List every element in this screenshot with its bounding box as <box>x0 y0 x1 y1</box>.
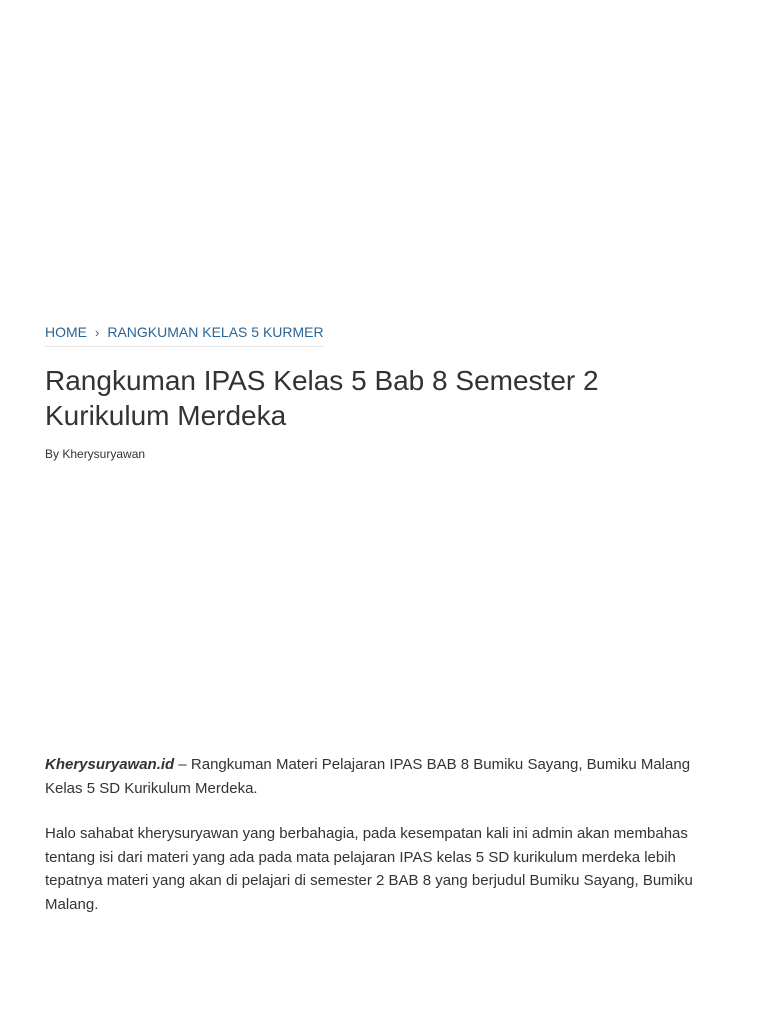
breadcrumb-separator-icon: › <box>95 324 100 340</box>
mid-ad-space <box>45 461 705 753</box>
article-intro-paragraph <box>45 753 705 800</box>
breadcrumb-category-link[interactable]: RANGKUMAN KELAS 5 KURMER <box>107 324 324 340</box>
page-content <box>45 0 705 938</box>
site-brand: Kherysuryawan.id <box>45 756 175 773</box>
article-paragraph: Halo sahabat kherysuryawan yang berbahagia, pada kesempatan kali ini admin akan membahas tentang isi dari materi yang ada pada mata pelajaran IPAS kelas 5 SD kurikulum merdeka lebih tepatnya materi yang akan di pelajari di semester 2 BAB 8 yang berjudul Bumiku Sayang, Bumiku Malang. <box>45 825 693 913</box>
top-ad-space <box>45 0 705 318</box>
breadcrumb-home-link[interactable]: HOME <box>45 324 87 340</box>
intro-text: – Rangkuman Materi Pelajaran IPAS BAB 8 Bumiku Sayang, Bumiku Malang Kelas 5 SD Kurikulum Merdeka. <box>45 756 691 797</box>
article-byline: By Kherysuryawan <box>45 447 146 461</box>
breadcrumb <box>45 324 324 347</box>
article-title: Rangkuman IPAS Kelas 5 Bab 8 Semester 2 Kurikulum Merdeka <box>45 365 599 431</box>
